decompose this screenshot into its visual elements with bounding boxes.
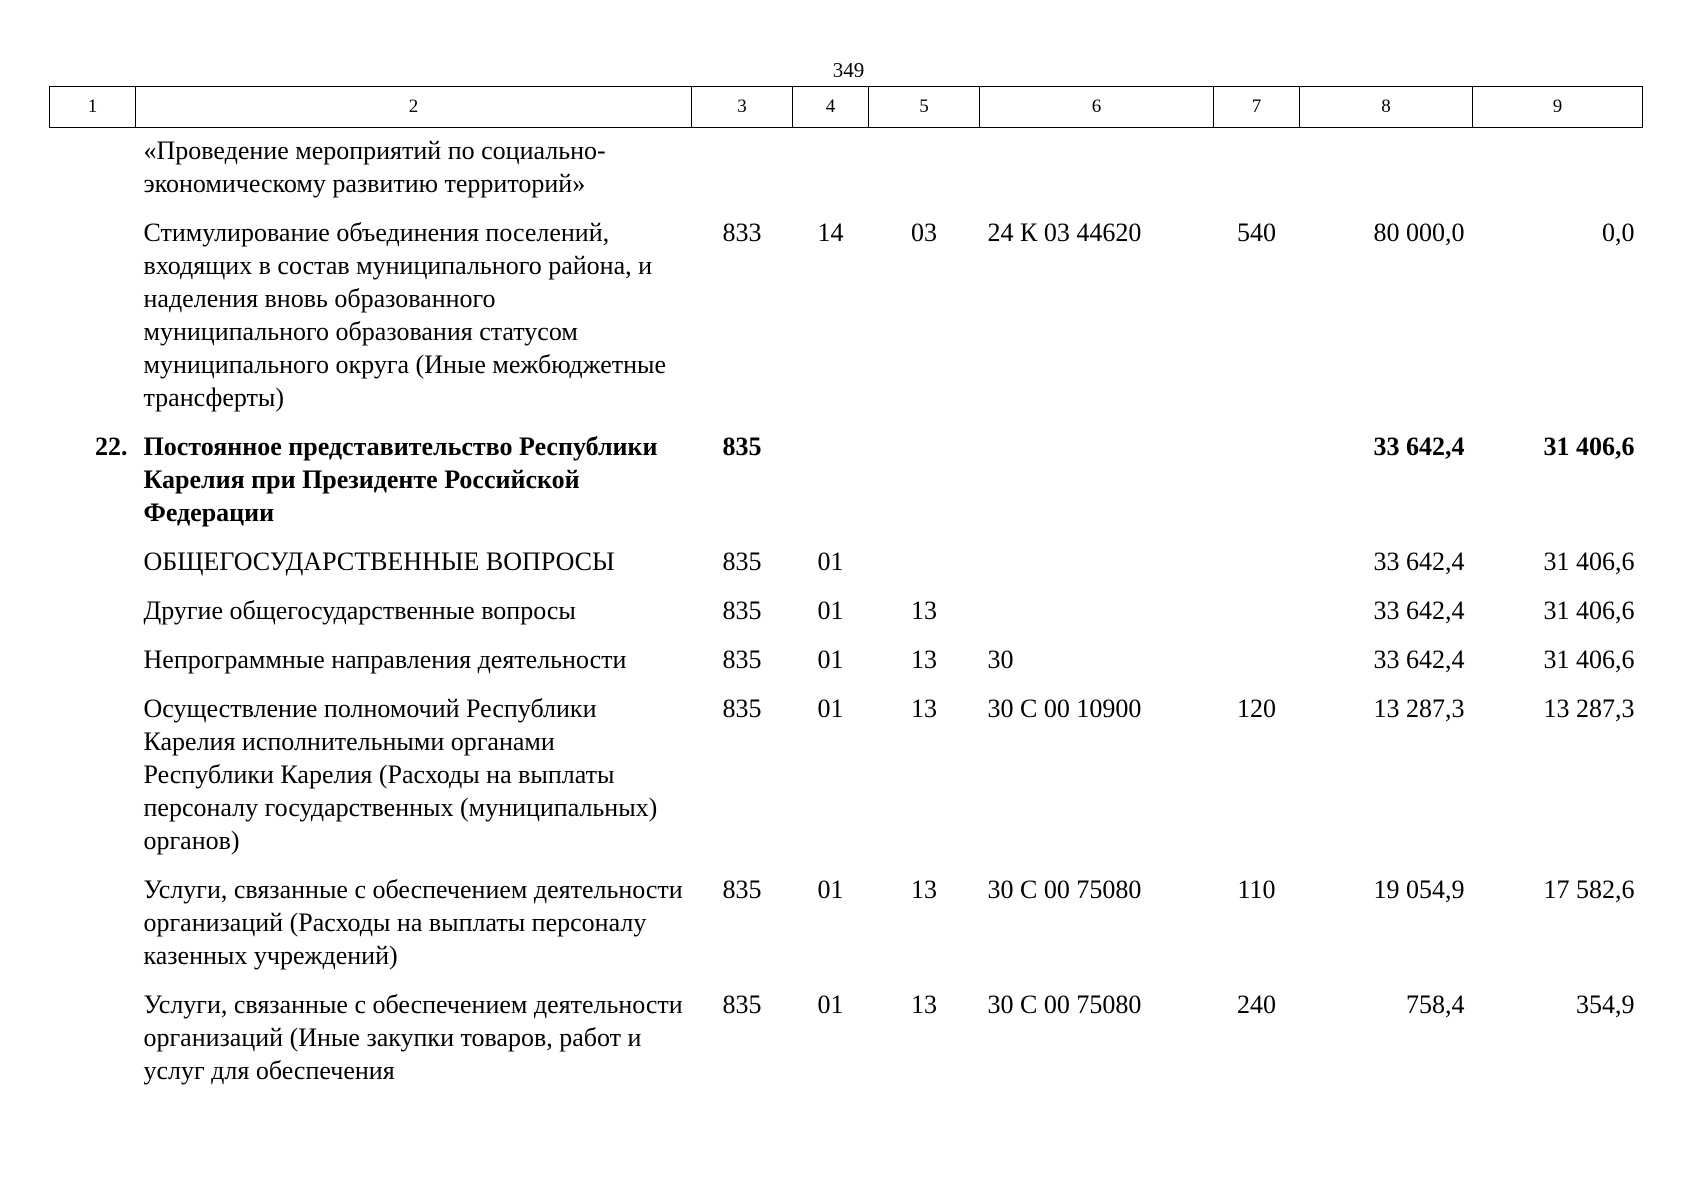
amount-col8: 19 054,9: [1373, 875, 1465, 904]
amount-col8: 80 000,0: [1373, 218, 1465, 247]
table-row: [50, 128, 1643, 212]
subsection-code: [869, 540, 980, 589]
admin-code: 833: [722, 218, 762, 247]
subsection-code: 13: [911, 645, 937, 674]
expense-type-code: [1214, 128, 1300, 212]
table-row: [50, 589, 1643, 638]
amount-col9: 31 406,6: [1543, 596, 1635, 625]
row-description: Услуги, связанные с обеспечением деятельности организаций (Иные закупки товаров, работ и услуг для обеспечения: [143, 990, 683, 1085]
column-number-header-row: [50, 87, 1643, 128]
target-article-code: [980, 589, 1214, 638]
section-code: 01: [817, 596, 844, 625]
expense-type-code: 120: [1237, 694, 1276, 723]
page-number: 349: [832, 58, 865, 82]
row-description: Осуществление полномочий Республики Карелия исполнительными органами Республики Карелия (Расходы на выплаты персоналу государственных (муниципальных) органов): [143, 694, 658, 855]
amount-col9: [1473, 128, 1643, 212]
row-number: [50, 638, 136, 687]
target-article-code: [980, 540, 1214, 589]
row-description: ОБЩЕГОСУДАРСТВЕННЫЕ ВОПРОСЫ: [143, 547, 615, 576]
row-number: [50, 540, 136, 589]
section-code: 14: [817, 218, 844, 247]
column-header: 8: [1300, 87, 1473, 128]
subsection-code: 13: [911, 875, 937, 904]
table-row: [50, 983, 1643, 1098]
table-row: [50, 425, 1643, 540]
section-code: 01: [817, 694, 844, 723]
section-code: 01: [817, 875, 844, 904]
expense-type-code: [1214, 638, 1300, 687]
table-row: [50, 211, 1643, 425]
expense-type-code: 540: [1237, 218, 1276, 247]
column-header: 3: [692, 87, 793, 128]
admin-code: [692, 128, 793, 212]
amount-col8: 33 642,4: [1373, 596, 1465, 625]
budget-table: [49, 86, 1643, 1098]
table-row: [50, 868, 1643, 983]
target-article-code: 30 С 00 10900: [987, 694, 1142, 723]
section-code: [793, 128, 869, 212]
subsection-code: [869, 128, 980, 212]
section-code: 01: [817, 990, 844, 1019]
target-article-code: 30: [987, 645, 1014, 674]
admin-code: 835: [722, 875, 762, 904]
expense-type-code: [1214, 540, 1300, 589]
row-description: Постоянное представительство Республики Карелия при Президенте Российской Федерации: [143, 432, 658, 527]
amount-col8: 33 642,4: [1373, 547, 1465, 576]
expense-type-code: [1214, 425, 1300, 540]
row-number: [50, 687, 136, 868]
expense-type-code: [1214, 589, 1300, 638]
amount-col8: 13 287,3: [1373, 694, 1465, 723]
amount-col8: [1300, 128, 1473, 212]
target-article-code: [980, 128, 1214, 212]
row-description: «Проведение мероприятий по социально-экономическому развитию территорий»: [143, 136, 606, 198]
row-number: 22.: [95, 432, 128, 461]
column-header: 2: [136, 87, 692, 128]
subsection-code: 03: [911, 218, 937, 247]
row-description: Другие общегосударственные вопросы: [143, 596, 576, 625]
row-description: Стимулирование объединения поселений, входящих в состав муниципального района, и наделения вновь образованного муниципального образования статусом муниципального округа (Иные межбюджетные трансферты): [143, 218, 667, 412]
subsection-code: 13: [911, 694, 937, 723]
column-header: 5: [869, 87, 980, 128]
section-code: [793, 425, 869, 540]
amount-col9: 354,9: [1576, 990, 1635, 1019]
section-code: 01: [817, 547, 844, 576]
amount-col9: 31 406,6: [1543, 645, 1635, 674]
row-number: [50, 211, 136, 425]
expense-type-code: 110: [1237, 875, 1276, 904]
section-code: 01: [817, 645, 844, 674]
column-header: 9: [1473, 87, 1643, 128]
admin-code: 835: [722, 694, 762, 723]
amount-col9: 0,0: [1602, 218, 1635, 247]
column-header: 7: [1214, 87, 1300, 128]
table-body: [50, 128, 1643, 1099]
table-row: [50, 687, 1643, 868]
row-number: [50, 128, 136, 212]
subsection-code: 13: [911, 596, 937, 625]
amount-col8: 33 642,4: [1373, 645, 1465, 674]
row-number: [50, 983, 136, 1098]
admin-code: 835: [722, 432, 762, 461]
target-article-code: 24 К 03 44620: [987, 218, 1142, 247]
target-article-code: [980, 425, 1214, 540]
amount-col9: 17 582,6: [1543, 875, 1635, 904]
subsection-code: [869, 425, 980, 540]
row-description: Непрограммные направления деятельности: [143, 645, 627, 674]
column-header: 4: [793, 87, 869, 128]
column-header: 6: [980, 87, 1214, 128]
expense-type-code: 240: [1237, 990, 1276, 1019]
amount-col9: 31 406,6: [1543, 547, 1635, 576]
column-header: 1: [50, 87, 136, 128]
admin-code: 835: [722, 547, 762, 576]
row-description: Услуги, связанные с обеспечением деятельности организаций (Расходы на выплаты персоналу казенных учреждений): [143, 875, 683, 970]
table-row: [50, 638, 1643, 687]
amount-col8: 33 642,4: [1373, 432, 1465, 461]
amount-col8: 758,4: [1406, 990, 1465, 1019]
admin-code: 835: [722, 990, 762, 1019]
row-number: [50, 589, 136, 638]
amount-col9: 13 287,3: [1543, 694, 1635, 723]
admin-code: 835: [722, 645, 762, 674]
row-number: [50, 868, 136, 983]
table-row: [50, 540, 1643, 589]
admin-code: 835: [722, 596, 762, 625]
target-article-code: 30 С 00 75080: [987, 990, 1142, 1019]
amount-col9: 31 406,6: [1543, 432, 1635, 461]
subsection-code: 13: [911, 990, 937, 1019]
target-article-code: 30 С 00 75080: [987, 875, 1142, 904]
